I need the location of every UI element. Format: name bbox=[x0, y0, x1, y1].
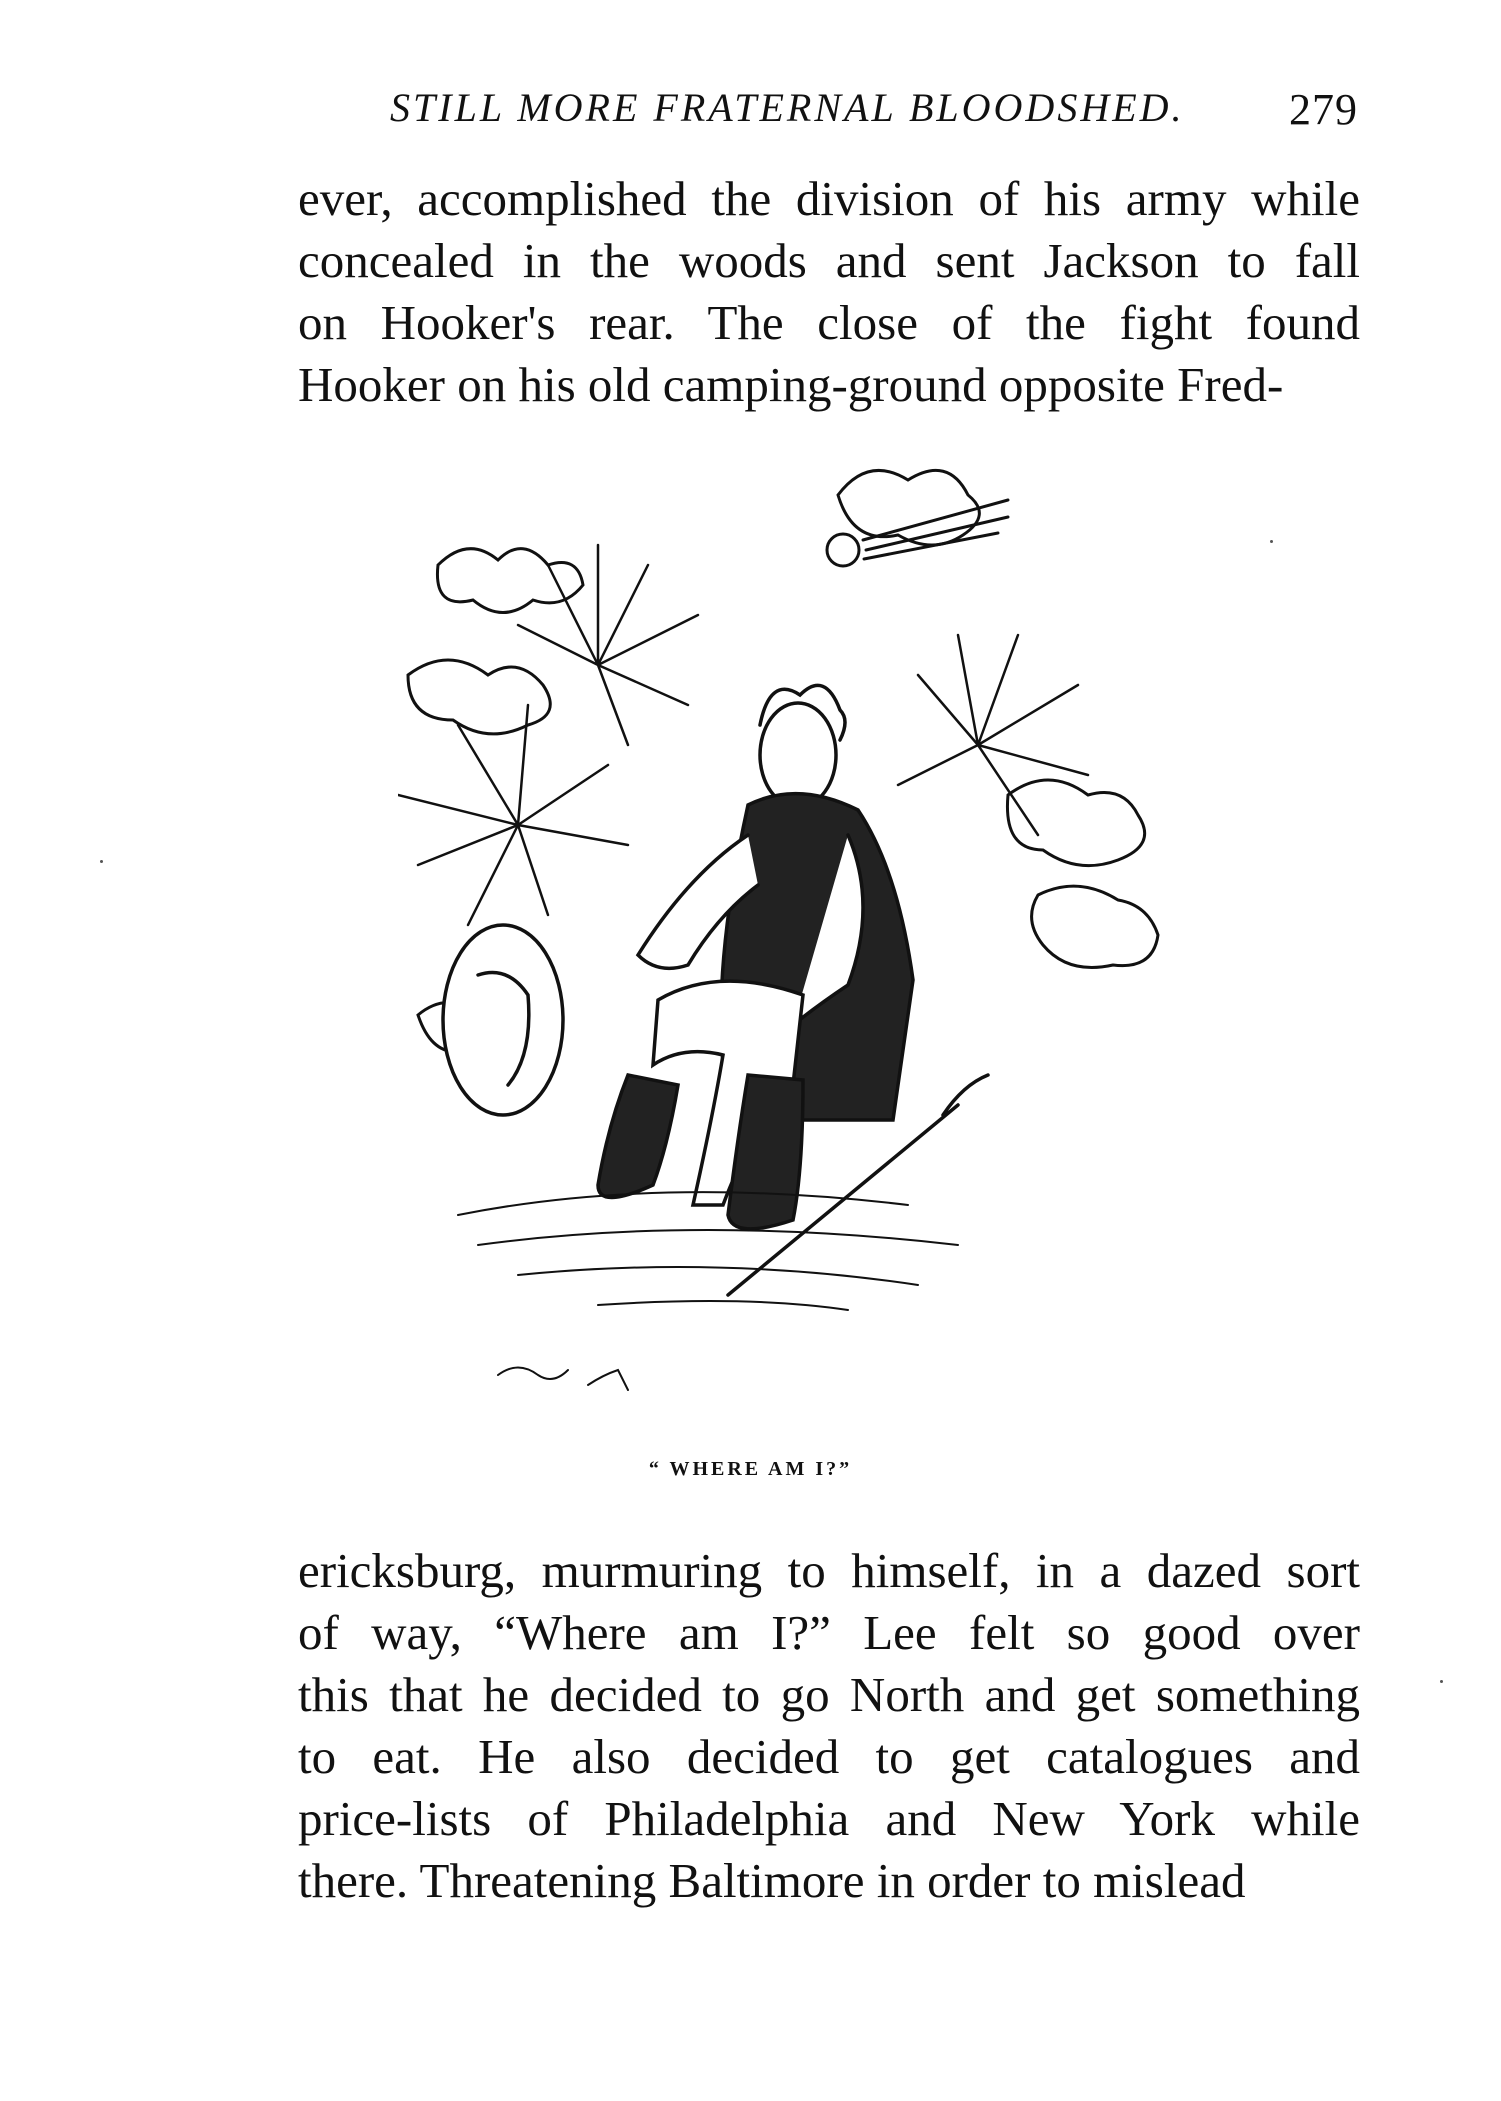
head bbox=[760, 703, 836, 807]
paper-speck bbox=[1270, 540, 1273, 543]
hat bbox=[443, 925, 563, 1115]
text-line: concealed in the woods and sent Jackson to fall bbox=[298, 233, 1360, 288]
text-line: ericksburg, murmuring to himself, in a dazed sort bbox=[298, 1543, 1360, 1598]
running-head bbox=[298, 84, 1358, 144]
boot-left bbox=[598, 1075, 678, 1198]
paper-speck bbox=[1440, 1680, 1443, 1683]
text-line: price-lists of Philadelphia and New York while bbox=[298, 1791, 1360, 1846]
page-number: 279 bbox=[1289, 85, 1358, 134]
cannonball-trail bbox=[863, 500, 1008, 559]
cannonball bbox=[827, 534, 859, 566]
ground-shading bbox=[458, 1192, 958, 1310]
smoke-cloud bbox=[437, 549, 583, 613]
illustration-drawing bbox=[398, 455, 1278, 1445]
smoke-cloud bbox=[838, 470, 979, 545]
shell-burst-left bbox=[398, 705, 628, 925]
smoke-cloud bbox=[1032, 886, 1158, 967]
signature bbox=[498, 1368, 628, 1391]
text-line: this that he decided to go North and get something bbox=[298, 1667, 1360, 1722]
text-line: there. Threatening Baltimore in order to mislead bbox=[298, 1853, 1246, 1908]
running-title: STILL MORE FRATERNAL BLOODSHED. bbox=[390, 85, 1185, 130]
text-line: Hooker on his old camping-ground opposite Fred- bbox=[298, 357, 1284, 412]
text-line: of way, “Where am I?” Lee felt so good over bbox=[298, 1605, 1360, 1660]
smoke-cloud bbox=[1007, 780, 1144, 866]
illustration-where-am-i bbox=[398, 455, 1278, 1445]
text-line: ever, accomplished the division of his army while bbox=[298, 171, 1360, 226]
smoke-cloud bbox=[408, 660, 550, 734]
paragraph-bottom bbox=[298, 1540, 1360, 1912]
figure-caption: “ WHERE AM I?” bbox=[648, 1458, 853, 1480]
shell-burst-right bbox=[898, 635, 1088, 835]
text-line: to eat. He also decided to get catalogues and bbox=[298, 1729, 1360, 1784]
paper-speck bbox=[100, 860, 103, 863]
paragraph-top bbox=[298, 168, 1360, 416]
text-line: on Hooker's rear. The close of the fight found bbox=[298, 295, 1360, 350]
